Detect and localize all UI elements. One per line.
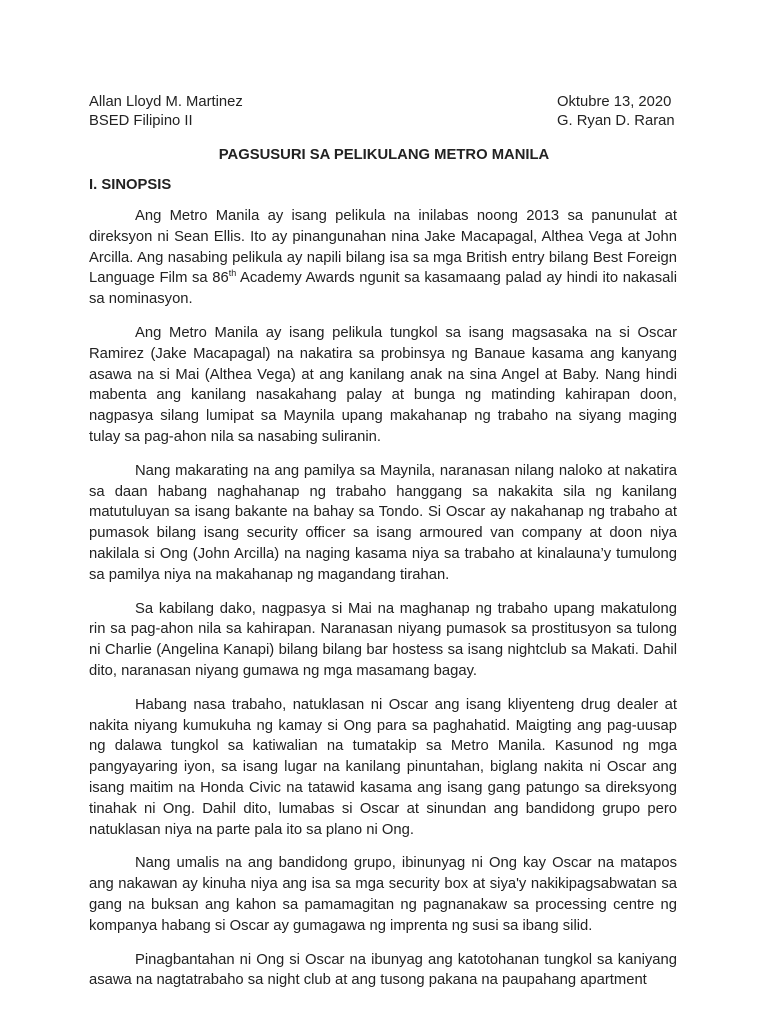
document-title: PAGSUSURI SA PELIKULANG METRO MANILA (218, 147, 550, 163)
paragraph-7: Pinagbantahan ni Ong si Oscar na ibunyag ang katotohanan tungkol sa kaniyang asawa na nagtatrabaho sa night club at ang tusong pakana na paupahang apartment (89, 951, 677, 989)
paragraph-1-text: Ang Metro Manila ay isang pelikula na inilabas noong 2013 sa panunulat at direksyon ni Sean Ellis. Ito ay pinangunahan nina Jake Macapagal, Althea Vega at John Arcilla. Ang nasabing pelikula ay napili bilang isa sa mga British entry bilang Best Foreign Language Film sa 86 (89, 208, 677, 287)
paragraph-6: Nang umalis na ang bandidong grupo, ibinunyag ni Ong kay Oscar na matapos ang nakawan ay kinuha niya ang isa sa mga security box at siya'y nakikipagsabwatan sa gang na buksan ang kahon sa pamamagitan ng pagnanakaw sa processing centre ng kompanya habang si Oscar ay gumagawa ng imprenta ng susi sa ibang silid. (89, 855, 677, 934)
ordinal-superscript: th (228, 268, 237, 279)
header-row-1 (89, 92, 679, 112)
header-row-2 (89, 111, 679, 131)
author-name: Allan Lloyd M. Martinez (89, 94, 243, 110)
paragraph-5: Habang nasa trabaho, natuklasan ni Oscar ang isang kliyenteng drug dealer at nakita niyang kumukuha ng kamay si Ong para sa paghahatid. Maigting ang pag-uusap ng dalawa tungkol sa katiwalian na tumatakip sa Metro Manila. Kasunod ng mga pangyayaring iyon, sa isang lugar na kanilang pinuntahan, biglang nakita ni Oscar ang isang maitim na Honda Civic na tatawid kasama ang isang gang patungo sa direksyong tinahak ni Ong. Dahil dito, lumabas si Oscar at sinundan ang bandidong grupo pero natuklasan niya na parte pala ito sa plano ni Ong. (89, 696, 677, 838)
document-date: Oktubre 13, 2020 (557, 94, 672, 110)
paragraph-3: Nang makarating na ang pamilya sa Maynila, naranasan nilang naloko at nakatira sa daan habang naghahanap ng trabaho hanggang sa nakakita sila ng kanilang matutuluyan sa isang bakante na bahay sa Tondo. Si Oscar ay nakahanap ng trabaho at pumasok bilang isang security officer sa isang armoured van company at doon niya nakilala si Ong (John Arcilla) na naging kasama niya sa trabaho at kinalauna’y tumulong sa pamilya niya na makahanap ng magandang tirahan. (89, 462, 677, 583)
section-heading: I. SINOPSIS (89, 177, 172, 193)
course-name: BSED Filipino II (89, 113, 193, 129)
paragraph-1-text-continued: Academy Awards ngunit sa kasamaang palad ay hindi ito nakasali sa nominasyon. (89, 270, 677, 308)
document-body (89, 206, 677, 1004)
paragraph-2: Ang Metro Manila ay isang pelikula tungkol sa isang magsasaka na si Oscar Ramirez (Jake Macapagal) na nakatira sa probinsya ng Banaue kasama ang kanyang asawa na si Mai (Althea Vega) at ang kanilang anak na sina Angel at Baby. Nang hindi mabenta ang kanilang nasakahang palay at bunga ng matinding kahirapan doon, nagpasya silang lumipat sa Maynila upang makahanap ng trabaho na siyang maging tulay sa pag-ahon nila sa nasabing suliranin. (89, 324, 677, 445)
instructor-name: G. Ryan D. Raran (557, 113, 675, 129)
paragraph-1 (89, 206, 677, 310)
paragraph-4: Sa kabilang dako, nagpasya si Mai na maghanap ng trabaho upang makatulong rin sa pag-ahon nila sa kahirapan. Naranasan niyang pumasok sa prostitusyon sa tulong ni Charlie (Angelina Kanapi) bilang bilang bar hostess sa isang nightclub sa Makati. Dahil dito, naranasan niyang gumawa ng mga masamang bagay. (89, 600, 677, 679)
